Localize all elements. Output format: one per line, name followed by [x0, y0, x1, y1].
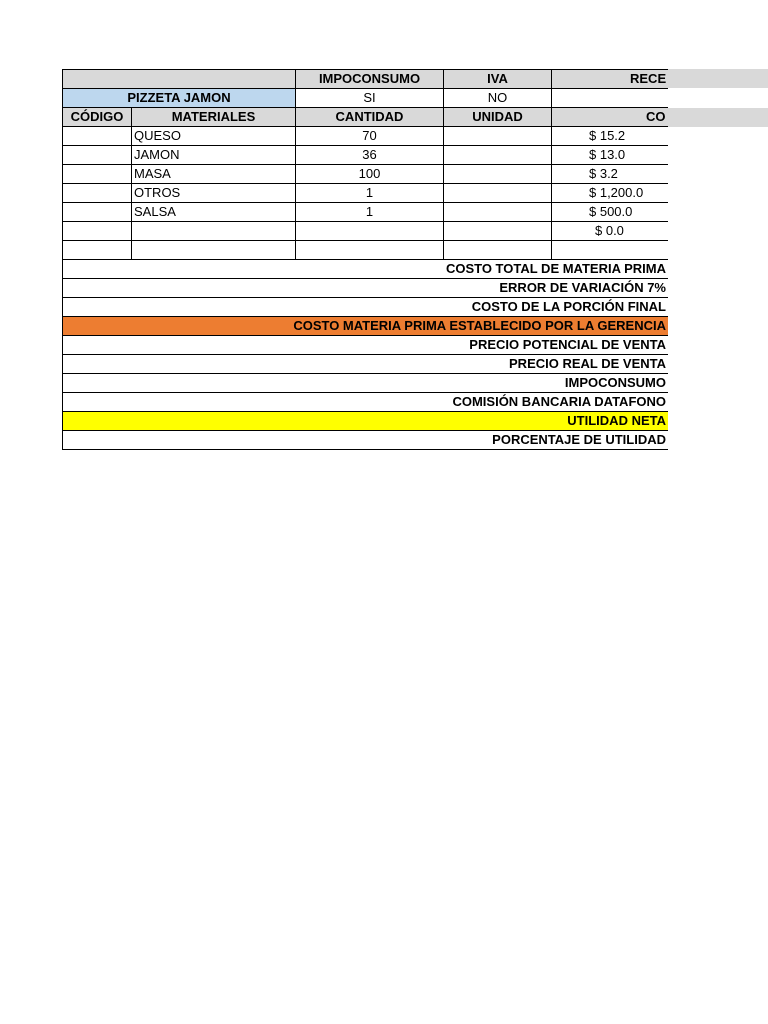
summary-row-utilidad-neta — [63, 412, 669, 431]
column-header-fill-overflow — [668, 108, 768, 127]
material-cell[interactable]: SALSA — [132, 203, 296, 222]
material-cell[interactable]: QUESO — [132, 127, 296, 146]
table-row — [63, 241, 669, 260]
codigo-column-header: CÓDIGO — [63, 108, 132, 127]
summary-row-precio-potencial — [63, 336, 669, 355]
unidad-cell[interactable] — [444, 222, 552, 241]
utilidad-neta-label: UTILIDAD NETA — [63, 412, 669, 431]
codigo-cell[interactable] — [63, 222, 132, 241]
cantidad-cell[interactable] — [296, 241, 444, 260]
table-row — [63, 127, 669, 146]
material-cell[interactable] — [132, 241, 296, 260]
costo-cell[interactable]: $ 500.0 — [552, 203, 669, 222]
costo-column-header: CO — [552, 108, 669, 127]
unidad-cell[interactable] — [444, 241, 552, 260]
recipe-cost-table — [62, 69, 668, 450]
cantidad-cell[interactable]: 70 — [296, 127, 444, 146]
summary-row-precio-real — [63, 355, 669, 374]
header-blank-cell — [63, 70, 296, 89]
iva-header: IVA — [444, 70, 552, 89]
summary-row-porcentaje-utilidad — [63, 431, 669, 450]
unidad-cell[interactable] — [444, 184, 552, 203]
unidad-column-header: UNIDAD — [444, 108, 552, 127]
summary-row-impoconsumo — [63, 374, 669, 393]
costo-cell[interactable]: $ 15.2 — [552, 127, 669, 146]
header-row — [63, 70, 669, 89]
costo-cell[interactable] — [552, 241, 669, 260]
costo-porcion-label: COSTO DE LA PORCIÓN FINAL — [63, 298, 669, 317]
porcentaje-utilidad-label: PORCENTAJE DE UTILIDAD — [63, 431, 669, 450]
recipe-sheet-viewport — [62, 69, 668, 459]
unidad-cell[interactable] — [444, 146, 552, 165]
codigo-cell[interactable] — [63, 127, 132, 146]
codigo-cell[interactable] — [63, 146, 132, 165]
cantidad-column-header: CANTIDAD — [296, 108, 444, 127]
material-cell[interactable]: JAMON — [132, 146, 296, 165]
cantidad-cell[interactable]: 1 — [296, 184, 444, 203]
receta-header: RECE — [552, 70, 669, 89]
unidad-cell[interactable] — [444, 165, 552, 184]
table-row — [63, 165, 669, 184]
precio-potencial-label: PRECIO POTENCIAL DE VENTA — [63, 336, 669, 355]
material-cell[interactable] — [132, 222, 296, 241]
product-row — [63, 89, 669, 108]
cantidad-cell[interactable] — [296, 222, 444, 241]
unidad-cell[interactable] — [444, 203, 552, 222]
summary-row-costo-gerencia — [63, 317, 669, 336]
codigo-cell[interactable] — [63, 165, 132, 184]
costo-cell[interactable]: $ 1,200.0 — [552, 184, 669, 203]
table-row — [63, 203, 669, 222]
materiales-column-header: MATERIALES — [132, 108, 296, 127]
cantidad-cell[interactable]: 36 — [296, 146, 444, 165]
costo-cell[interactable]: $ 0.0 — [552, 222, 669, 241]
product-receta-value — [552, 89, 669, 108]
costo-gerencia-label: COSTO MATERIA PRIMA ESTABLECIDO POR LA GERENCIA — [63, 317, 669, 336]
codigo-cell[interactable] — [63, 184, 132, 203]
error-variacion-label: ERROR DE VARIACIÓN 7% — [63, 279, 669, 298]
summary-row-error-variacion — [63, 279, 669, 298]
costo-cell[interactable]: $ 13.0 — [552, 146, 669, 165]
material-cell[interactable]: OTROS — [132, 184, 296, 203]
codigo-cell[interactable] — [63, 203, 132, 222]
header-fill-overflow — [668, 69, 768, 88]
impoconsumo-label: IMPOCONSUMO — [63, 374, 669, 393]
comision-label: COMISIÓN BANCARIA DATAFONO — [63, 393, 669, 412]
costo-total-label: COSTO TOTAL DE MATERIA PRIMA — [63, 260, 669, 279]
costo-cell[interactable]: $ 3.2 — [552, 165, 669, 184]
impoconsumo-header: IMPOCONSUMO — [296, 70, 444, 89]
column-header-row — [63, 108, 669, 127]
precio-real-label: PRECIO REAL DE VENTA — [63, 355, 669, 374]
summary-row-costo-total — [63, 260, 669, 279]
cantidad-cell[interactable]: 100 — [296, 165, 444, 184]
product-iva-value: NO — [444, 89, 552, 108]
table-row — [63, 222, 669, 241]
summary-row-comision — [63, 393, 669, 412]
product-name: PIZZETA JAMON — [63, 89, 296, 108]
summary-row-costo-porcion — [63, 298, 669, 317]
table-row — [63, 146, 669, 165]
material-cell[interactable]: MASA — [132, 165, 296, 184]
unidad-cell[interactable] — [444, 127, 552, 146]
codigo-cell[interactable] — [63, 241, 132, 260]
table-row — [63, 184, 669, 203]
cantidad-cell[interactable]: 1 — [296, 203, 444, 222]
product-impoconsumo-value: SI — [296, 89, 444, 108]
